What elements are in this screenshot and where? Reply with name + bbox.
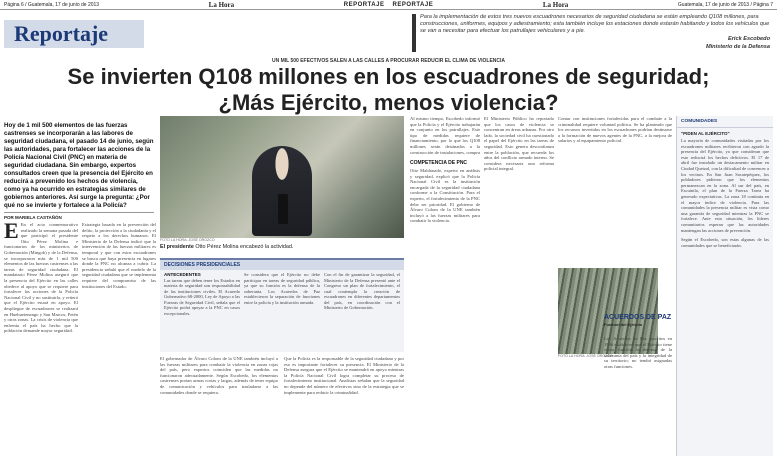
left-page-info: Página 6 / Guatemala, 17 de junio de 2013 [4, 1, 100, 8]
lead-paragraph: Hoy de 1 mil 500 elementos de las fuerzas castrenses se incorporarán a las labores de seguridad ciudadana, el pasado 14 de junio, según las autoridades, para fortalecer las acciones de la Policía Nacional Civil (PNC) en materia de seguridad ciudadana. Sin embargo, expertos consultados creen que la presencia del Ejército en reducirá a prevenido los hechos de violencia, como ya ha ocurrido en estrategias similares de gobiernos anteriores. Así surge la pregunta: ¿Por qué no se invierte y fortalece a la Policía? [4, 122, 154, 209]
article-column-3 [160, 356, 278, 454]
decisions-box-column-3-text: Con el fin de garantizar la seguridad, el Ministerio de la Defensa presentó ante el Congreso un plan de fortalecimiento, el cual contempla la creación de escuadrones en diferentes departamentos del país, en coordinación con el Ministerio de Gobernación. [324, 272, 400, 310]
caption-label: El presidente [160, 244, 194, 250]
quote-author-title: Ministerio de la Defensa [705, 44, 770, 50]
article-column-5-text: Al mismo tiempo, Escobedo informó que la Policía y el Ejército trabajarán en conjunto en los patrullajes. Este tipo de medidas requiere de financiamiento, por lo que los Q108 millones serán destinados a la construcción de instalaciones, compra [410, 116, 480, 155]
quote-bar [412, 14, 416, 52]
byline: POR MARIELA CASTAÑÓN [4, 212, 154, 220]
section-label [4, 20, 144, 48]
article-column-8-text: Contar con instituciones fortalecidas para el combate a la criminalidad requiere voluntad política. Se ha planteado que los recursos invertidos en los escuadrones podrían destinarse a la formación de nuevos agentes de la PNC, a la mejora de salarios y al equipamiento policial. [558, 116, 672, 144]
competencia-subhead: COMPETENCIA DE PNC [410, 160, 468, 166]
left-section-name: REPORTAJE [343, 1, 385, 8]
decisions-box-column-2 [244, 272, 320, 305]
decisions-box-column-2-text: Se considera que el Ejército no debe participar en tareas de seguridad pública, ya que su función es la defensa de la soberanía. Los Acuerdos de Paz establecieron la separación de funciones entre la policía y la institución armada. [244, 272, 320, 305]
main-photo [160, 116, 404, 238]
article-column-3-text: El gobernador de Álvaro Colom de la UNE también incluyó a las fuerzas militares para combatir la violencia en zonas rojas del país, pero expertos coinciden que las medidas no funcionaron adecuadamente. Según Escobedo, los elementos castrenses portan armas cortas y largas, además de tener equipo de comunicación y vehículos para trasladarse a las comunidades donde se requiera. [160, 356, 278, 395]
right-section-name: REPORTAJE [392, 1, 434, 8]
quote-text: Para la implementación de estos tres nuevos escuadrones necesarios de seguridad ciudadana se están empleando Q108 millones, para construcciones, uniformes, equipos y adiestramiento; esta también incluye los estaciones donde estarán habitando y todos los vehículos que se van a necesitar para efectuar los patrullajes vehiculares y a pie. [420, 14, 770, 34]
right-page-header [389, 0, 777, 9]
decisions-box-column-1 [164, 272, 240, 316]
decisions-box-title: DECISIONES PRESIDENCIALES [160, 260, 404, 270]
article-column-7-text: El Ministerio Público ha reportado que los casos de violencia se concentran en áreas urbanas. Por otro lado, la sociedad civil ha cuestionado el papel del Ejército en las tareas de seguridad. Esto genera desconfianza entre la población, que recuerda los años del conflicto armado interno. Se considera necesaria una reforma policial integral. [484, 116, 554, 172]
page-header [0, 0, 777, 10]
sidebar-body: La mayoría de comunidades visitadas por los escuadrones militares recibieron con agrado la presencia del Ejército, ya que consideran que esto reducirá los hechos delictivos. El 17 de abril fue instalado un destacamento militar en Ciudad Quetzal, con la dificultad de convencer a los vecinos. En San Juan Sacatepéquez, los pobladores pidieron que los elementos permanezcan en la zona. Al sur del país, en Escuintla, el plan de la Fuerza Tarea ha generado expectativas. La zona 18 continúa en el mayor índice de violencia. Para las comunidades la presencia militar es vista como una garantía de seguridad mientras la PNC se fortalece. Ante esta situación, los líderes comunitarios esperan que las autoridades mantengan las acciones de prevención. [681, 138, 769, 233]
headline-line-2: ¿Más Ejército, menos violencia? [218, 90, 559, 115]
acuerdos-subtitle: Función del Ejército [604, 322, 643, 327]
acuerdos-text [604, 336, 672, 454]
article-column-8 [558, 116, 672, 264]
communities-sidebar [676, 116, 773, 456]
sidebar-footer: Según el Escobedo, son estas algunas de las comunidades que se beneficiarán. [681, 237, 769, 248]
section-label-text: Reportaje [14, 21, 109, 46]
article-column-1-text: En el acto conmemorativo realizado la semana pasada del que participó el presidente Otto Pérez Molina e funcionarios de los ministerios de Gobernación (Mingob) y de la Defensa, se incorporaron más de 1 mil 500 elementos de las fuerzas castrenses a las tareas de seguridad ciudadana. El mandatario Pérez Molina aseguró que la presencia del Ejército en las calles obedece al apoyo que se requiere para fortalecer las acciones de la Policía Nacional Civil y no sustituirla, y reiteró que el Ejército estará en apoyo. El despliegue de escuadrones se realizará en Huehuetenango y San Marcos, Petén y otras zonas. La crisis de violencia que enfrenta el país ha hecho que la población demande mayor seguridad. [4, 222, 78, 334]
headline-line-1: Se invierten Q108 millones en los escuadrones de seguridad; [67, 64, 710, 89]
article-column-1 [4, 222, 78, 454]
sidebar-subtitle: "PIDEN AL EJÉRCITO" [681, 131, 730, 136]
decisions-box-column-1-text: Las tareas que deben tener los Estados en materia de seguridad son responsabilidad de las instituciones civiles. El Acuerdo Gubernativo 68-2000, Ley de Apoyo a las Fuerzas de Seguridad Civil, señala que el Ejército podrá apoyar a la PNC en casos excepcionales. [164, 277, 240, 316]
article-column-6-text: Otto Maldonado, experto en análisis y seguridad, explicó que la Policía Nacional Civil es la institución encargada de la seguridad ciudadana conforme a la Constitución. Para el experto, el fortalecimiento de la PNC debe ser prioridad. El gobierno de Álvaro Colom de la UNE también incluyó a las fuerzas militares para combatir la violencia. [410, 168, 480, 224]
acuerdos-text-body: Los Acuerdos de Paz suscritos en 1996 establecen que el Ejército tiene como función la defensa de la soberanía del país y la integridad de su territorio; no tendrá asignadas otras funciones. [604, 336, 672, 369]
photo-credit: FOTO LA HORA: JOSÉ OROZCO [160, 238, 215, 242]
right-page-info: Guatemala, 17 de junio de 2013 / Página 7 [677, 1, 773, 8]
article-column-4 [284, 356, 404, 454]
acuerdos-title: ACUERDOS DE PAZ [604, 314, 672, 321]
sidebar-header: COMUNIDADES [677, 116, 773, 128]
article-column-7 [484, 116, 554, 454]
photo-caption [160, 244, 404, 250]
article-column-2-text: Estrategia basada en la prevención del delito, la protección a la ciudadanía y el respeto a los derechos humanos. El Ministerio de la Defensa indicó que la intervención de las fuerzas militares es temporal y que con estos escuadrones se busca que haya presencia en lugares donde la PNC no alcanza a cubrir. La presidencia señaló que el modelo de la seguridad ciudadana que se implementa requiere del compromiso de las instituciones del Estado. [82, 222, 156, 289]
secondary-photo-credit: FOTO LA HORA: JOSÉ OROZCO [558, 354, 613, 358]
article-column-5 [410, 116, 480, 156]
quote-author: Erick Escobedo [728, 36, 770, 42]
decisions-box [160, 258, 404, 352]
pull-quote [420, 14, 770, 51]
microphone-icon [278, 194, 288, 224]
headline [0, 64, 777, 116]
article-column-2 [82, 222, 156, 454]
article-column-6 [410, 168, 480, 454]
decisions-box-subhead: ANTECEDENTES [164, 272, 201, 277]
left-logo: La Hora [208, 0, 235, 9]
acuerdos-box [604, 314, 672, 327]
right-logo: La Hora [542, 0, 569, 9]
decisions-box-column-3 [324, 272, 400, 311]
caption-text: Otto Pérez Molina encabezó la actividad. [195, 244, 294, 250]
drop-cap: E [4, 222, 19, 243]
left-page-header [0, 0, 389, 9]
kicker: UN MIL 500 EFECTIVOS SALEN A LAS CALLES A PROCURAR REDUCIR EL CLIMA DE VIOLENCIA [271, 58, 506, 64]
article-column-4-text: Que la Policía es la responsable de la seguridad ciudadana y por eso es importante fortalecer su presencia. El Ministerio de la Defensa asegura que el Ejército se mantendrá en apoyo mientras la Policía Nacional Civil logra completar su proceso de fortalecimiento institucional. Analistas señalan que la seguridad no depende del número de efectivos sino de la estrategia que se implemente para reducir la criminalidad. [284, 356, 404, 395]
